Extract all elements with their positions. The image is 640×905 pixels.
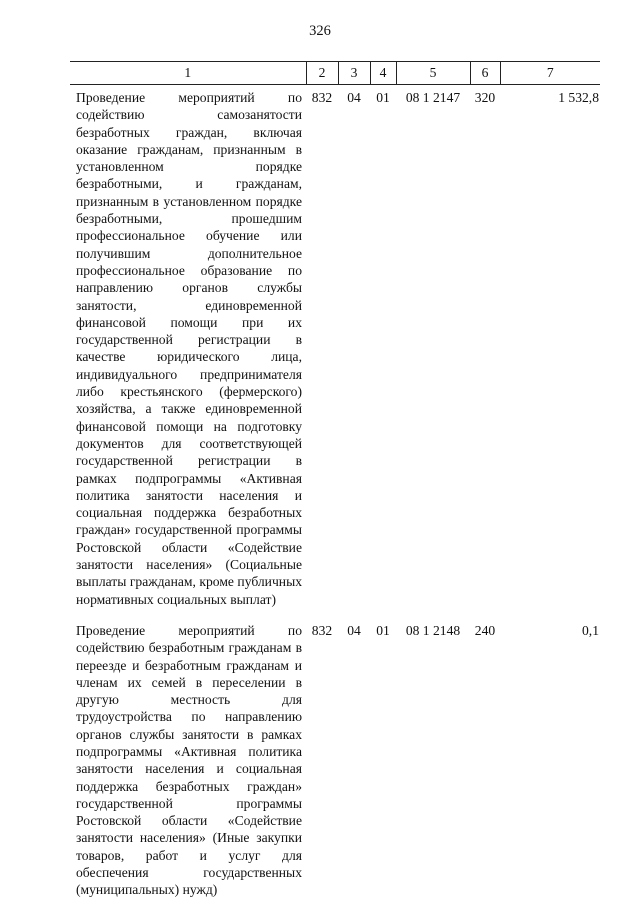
row-col-5: 08 1 2147 xyxy=(405,90,461,105)
row-col-7: 1 532,8 xyxy=(558,90,599,105)
header-col-7: 7 xyxy=(500,62,600,85)
row-col-2: 832 xyxy=(311,622,333,638)
budget-table xyxy=(70,61,600,899)
row-col-5: 08 1 2148 xyxy=(405,622,461,638)
row-col-4: 01 xyxy=(376,90,390,105)
row-spacer xyxy=(70,608,600,618)
row-col-3: 04 xyxy=(347,90,361,105)
header-col-6: 6 xyxy=(470,62,500,85)
row-description: Проведение мероприятий по содействию самозанятости безработных граждан, включая оказание гражданам, признанным в установленном порядке безработными, и гражданам, признанным в установленном порядке безработными, прошедшим профессиональное обучение или получившим дополнительное профессиональное образование по направлению органов службы занятости, единовременной финансовой помощи при их государственной регистрации в качестве юридического лица, индивидуального предпринимателя либо крестьянского (фермерского) хозяйства, а также единовременной финансовой помощи на подготовку документов для соответствующей государственной регистрации в рамках подпрограммы «Активная политика занятости населения и социальная поддержка безработных граждан» государственной программы Ростовской области «Содействие занятости населения» (Социальные выплаты гражданам, кроме публичных нормативных социальных выплат) xyxy=(76,90,302,607)
header-col-4: 4 xyxy=(370,62,396,85)
page-number: 326 xyxy=(309,23,331,39)
header-col-5: 5 xyxy=(396,62,470,85)
header-col-1: 1 xyxy=(70,62,306,85)
row-col-2: 832 xyxy=(311,90,333,105)
row-col-4: 01 xyxy=(376,622,390,638)
header-row xyxy=(70,62,600,85)
row-description: Проведение мероприятий по содействию безработным гражданам в переезде и безработным гражданам и членам их семей в переселении в другую местность для трудоустройства по направлению органов службы занятости в рамках подпрограммы «Активная политика занятости населения и социальная поддержка безработных граждан» государственной программы Ростовской области «Содействие занятости населения» (Иные закупки товаров, работ и услуг для обеспечения государственных (муниципальных) нужд) xyxy=(76,622,302,898)
row-col-7: 0,1 xyxy=(582,622,599,638)
header-col-3: 3 xyxy=(338,62,370,85)
table-row xyxy=(70,618,600,899)
header-col-2: 2 xyxy=(306,62,338,85)
row-col-6: 320 xyxy=(474,90,496,105)
table-row xyxy=(70,85,600,608)
row-col-6: 240 xyxy=(474,622,496,638)
row-col-3: 04 xyxy=(347,622,361,638)
